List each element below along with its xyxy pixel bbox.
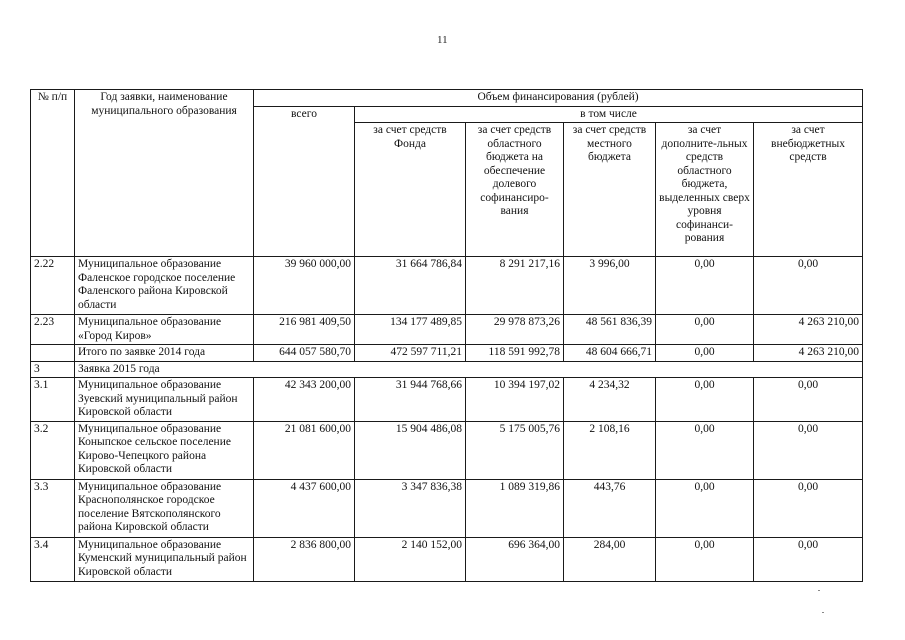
table-row (31, 421, 863, 479)
cell-total: 39 960 000,00 (254, 257, 355, 315)
row-name: Итого по заявке 2014 года (75, 345, 254, 362)
cell-extrabudget: 0,00 (754, 479, 863, 537)
cell-fund: 134 177 489,85 (355, 315, 466, 345)
scan-speck (822, 612, 824, 613)
table-row (31, 315, 863, 345)
table-row (31, 378, 863, 422)
header-fund: за счет средств Фонда (355, 123, 466, 257)
cell-regional: 1 089 319,86 (466, 479, 564, 537)
table-row (31, 479, 863, 537)
cell-total: 42 343 200,00 (254, 378, 355, 422)
row-num: 3.3 (31, 479, 75, 537)
header-additional: за счет дополните-льных средств областного бюджета, выделенных сверх уровня софинанси-рования (656, 123, 754, 257)
cell-fund: 15 904 486,08 (355, 421, 466, 479)
header-num: № п/п (31, 90, 75, 257)
cell-total: 4 437 600,00 (254, 479, 355, 537)
cell-local: 2 108,16 (564, 421, 656, 479)
row-num (31, 345, 75, 362)
header-extrabudget: за счет внебюджетных средств (754, 123, 863, 257)
row-name: Муниципальное образование Фаленское городское поселение Фаленского района Кировской области (75, 257, 254, 315)
header-total: всего (254, 106, 355, 257)
cell-additional: 0,00 (656, 257, 754, 315)
cell-additional: 0,00 (656, 315, 754, 345)
cell-additional: 0,00 (656, 537, 754, 581)
cell-regional: 118 591 992,78 (466, 345, 564, 362)
cell-total: 2 836 800,00 (254, 537, 355, 581)
cell-fund: 31 664 786,84 (355, 257, 466, 315)
header-name: Год заявки, наименование муниципального образования (75, 90, 254, 257)
row-num: 3.1 (31, 378, 75, 422)
header-regional: за счет средств областного бюджета на обеспечение долевого софинансиро-вания (466, 123, 564, 257)
row-name: Муниципальное образование «Город Киров» (75, 315, 254, 345)
row-num: 3.4 (31, 537, 75, 581)
cell-local: 48 604 666,71 (564, 345, 656, 362)
table-row-subtotal (31, 345, 863, 362)
header-funding: Объем финансирования (рублей) (254, 90, 863, 107)
cell-local: 48 561 836,39 (564, 315, 656, 345)
table-row-section (31, 361, 863, 378)
cell-fund: 3 347 836,38 (355, 479, 466, 537)
cell-additional: 0,00 (656, 421, 754, 479)
cell-regional: 696 364,00 (466, 537, 564, 581)
header-including: в том числе (355, 106, 863, 123)
cell-regional: 29 978 873,26 (466, 315, 564, 345)
cell-fund: 31 944 768,66 (355, 378, 466, 422)
cell-fund: 2 140 152,00 (355, 537, 466, 581)
row-name: Муниципальное образование Краснополянское городское поселение Вятскополянского района Кировской области (75, 479, 254, 537)
row-num: 2.23 (31, 315, 75, 345)
cell-local: 4 234,32 (564, 378, 656, 422)
cell-regional: 10 394 197,02 (466, 378, 564, 422)
row-num: 2.22 (31, 257, 75, 315)
cell-fund: 472 597 711,21 (355, 345, 466, 362)
cell-local: 3 996,00 (564, 257, 656, 315)
row-num: 3.2 (31, 421, 75, 479)
row-name: Муниципальное образование Куменский муниципальный район Кировской области (75, 537, 254, 581)
cell-extrabudget: 0,00 (754, 421, 863, 479)
cell-regional: 5 175 005,76 (466, 421, 564, 479)
table-row (31, 257, 863, 315)
cell-additional: 0,00 (656, 378, 754, 422)
cell-total: 644 057 580,70 (254, 345, 355, 362)
cell-total: 216 981 409,50 (254, 315, 355, 345)
row-name: Муниципальное образование Коныпское сельское поселение Кирово-Чепецкого района Кировской области (75, 421, 254, 479)
row-num: 3 (31, 361, 75, 378)
cell-extrabudget: 0,00 (754, 537, 863, 581)
header-local: за счет средств местного бюджета (564, 123, 656, 257)
cell-extrabudget: 4 263 210,00 (754, 345, 863, 362)
cell-local: 284,00 (564, 537, 656, 581)
cell-extrabudget: 4 263 210,00 (754, 315, 863, 345)
row-name: Муниципальное образование Зуевский муниципальный район Кировской области (75, 378, 254, 422)
cell-additional: 0,00 (656, 345, 754, 362)
row-name: Заявка 2015 года (75, 361, 863, 378)
cell-local: 443,76 (564, 479, 656, 537)
table-row (31, 537, 863, 581)
page-number: 11 (437, 34, 448, 46)
cell-extrabudget: 0,00 (754, 378, 863, 422)
cell-regional: 8 291 217,16 (466, 257, 564, 315)
cell-additional: 0,00 (656, 479, 754, 537)
cell-extrabudget: 0,00 (754, 257, 863, 315)
financing-table (30, 89, 863, 582)
scan-speck (818, 590, 820, 591)
cell-total: 21 081 600,00 (254, 421, 355, 479)
